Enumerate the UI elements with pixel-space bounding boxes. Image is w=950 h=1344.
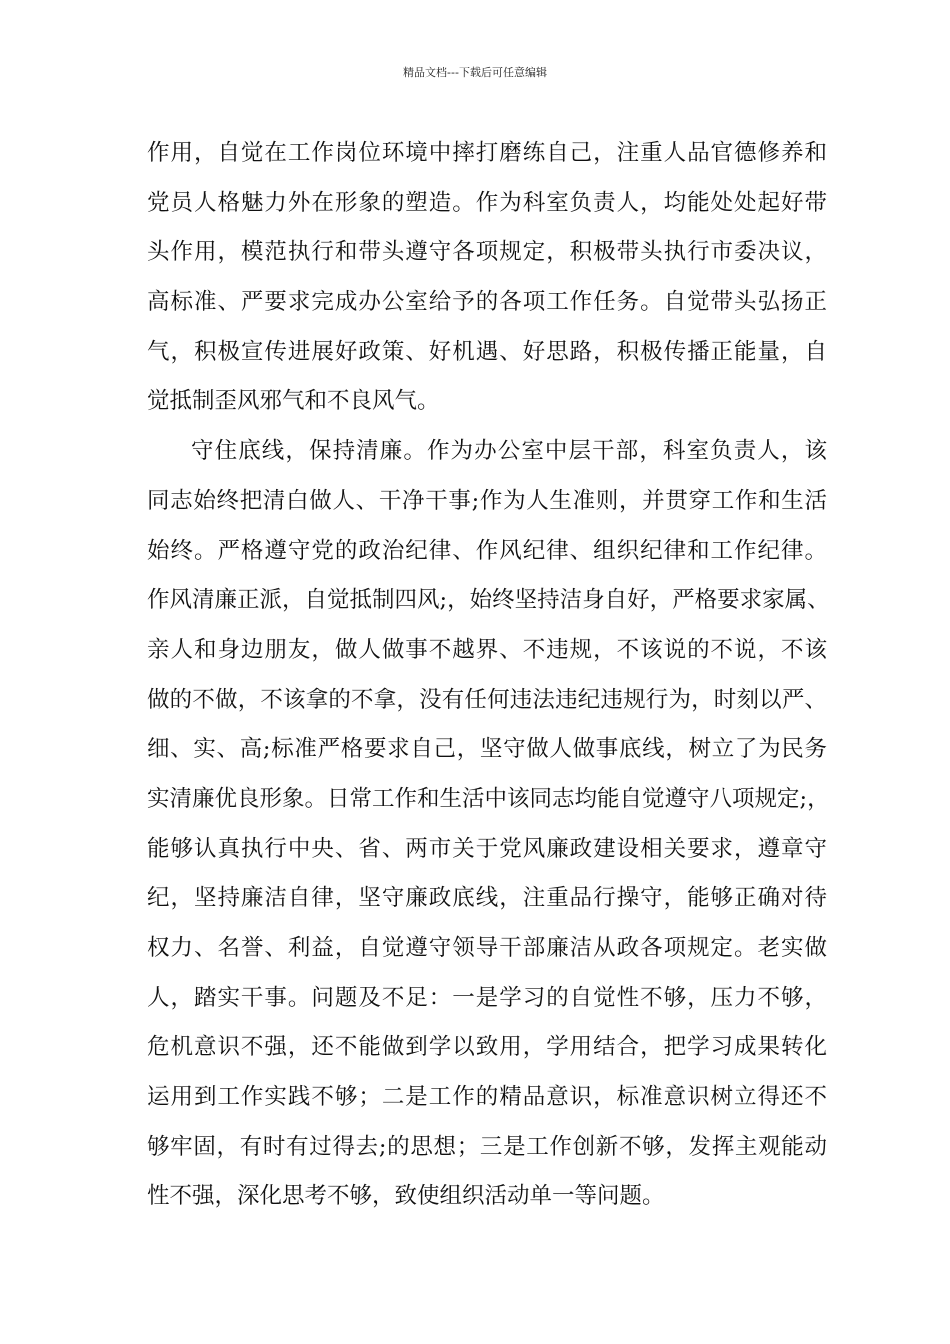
text-line: 亲人和身边朋友，做人做事不越界、不违规，不该说的不说，不该: [147, 636, 827, 663]
document-body: [147, 129, 830, 1222]
text-line: 作用，自觉在工作岗位环境中摔打磨练自己，注重人品官德修养和: [147, 140, 827, 166]
text-line: 能够认真执行中央、省、两市关于党风廉政建设相关要求，遵章守: [147, 835, 827, 862]
text-line: 权力、名誉、利益，自觉遵守领导干部廉洁从政各项规定。老实做: [147, 935, 827, 961]
text-line: 实清廉优良形象。日常工作和生活中该同志均能自觉遵守八项规定;，: [147, 785, 830, 812]
text-line: 细、实、高;标准严格要求自己，坚守做人做事底线，树立了为民务: [147, 736, 827, 763]
text-line: 始终。严格遵守党的政治纪律、作风纪律、组织纪律和工作纪律。: [147, 537, 827, 564]
text-line: 够牢固，有时有过得去;的思想；三是工作创新不够，发挥主观能动: [147, 1133, 827, 1160]
text-line: 人，踏实干事。问题及不足：一是学习的自觉性不够，压力不够，: [147, 984, 827, 1011]
text-line: 运用到工作实践不够；二是工作的精品意识，标准意识树立得还不: [147, 1084, 827, 1111]
text-line: 高标准、严要求完成办公室给予的各项工作任务。自觉带头弘扬正: [147, 289, 827, 316]
text-line: 同志始终把清白做人、干净干事;作为人生准则，并贯穿工作和生活: [147, 487, 827, 514]
text-line: 党员人格魅力外在形象的塑造。作为科室负责人，均能处处起好带: [147, 189, 827, 216]
text-line: 作风清廉正派，自觉抵制四风;，始终坚持洁身自好，严格要求家属、: [147, 587, 830, 614]
text-line: 纪，坚持廉洁自律，坚守廉政底线，注重品行操守，能够正确对待: [147, 885, 827, 912]
text-line: 性不强，深化思考不够，致使组织活动单一等问题。: [147, 1183, 665, 1210]
text-line: 危机意识不强，还不能做到学以致用，学用结合，把学习成果转化: [147, 1034, 827, 1061]
text-line: 做的不做，不该拿的不拿，没有任何违法违纪违规行为，时刻以严、: [147, 686, 827, 713]
text-line: 头作用，模范执行和带头遵守各项规定，积极带头执行市委决议，: [147, 239, 827, 266]
text-line: 觉抵制歪风邪气和不良风气。: [147, 388, 440, 415]
page-header: 精品文档---下载后可任意编辑: [403, 66, 547, 79]
paragraph-first-line: 守住底线，保持清廉。作为办公室中层干部，科室负责人，该: [191, 438, 827, 465]
text-line: 气，积极宣传进展好政策、好机遇、好思路，积极传播正能量，自: [147, 338, 827, 365]
